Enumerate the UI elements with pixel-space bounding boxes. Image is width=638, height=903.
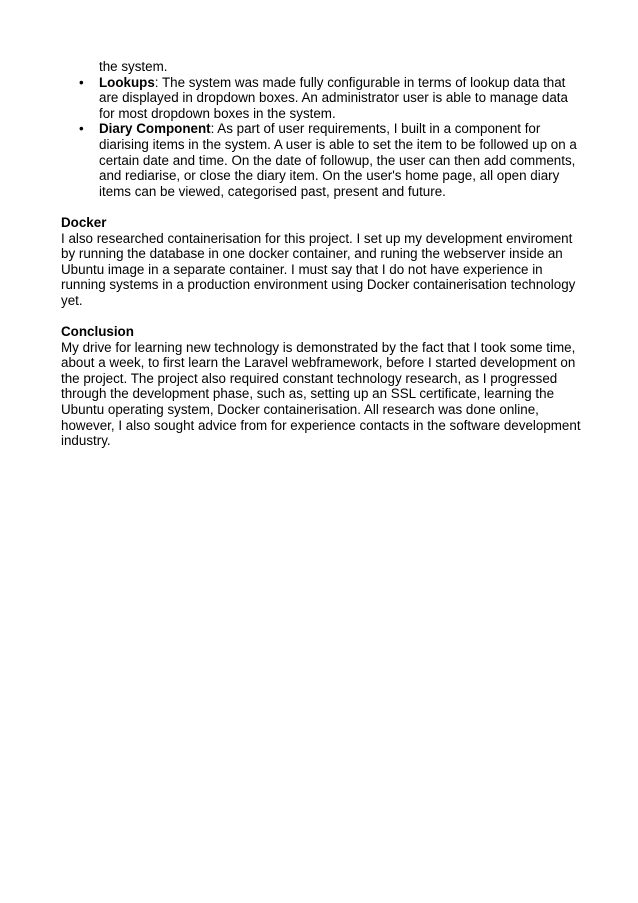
section-body-conclusion: My drive for learning new technology is demonstrated by the fact that I took some time, about a week, to first learn the Laravel webframework, before I started development on the project. The project also required constant technology research, as I progressed through the development phase, such as, setting up an SSL certificate, learning the Ubuntu operating system, Docker containerisation. All research was done online, however, I also sought advice from for experience contacts in the software development industry. <box>61 339 581 449</box>
bullet-text-diary-component: : As part of user requirements, I built in a component for diarising items in the system. A user is able to set the item to be followed up on a certain date and time. On the date of followup, the user can then add comments, and rediarise, or close the diary item. On the user's home page, all open diary items can be viewed, categorised past, present and future. <box>99 121 577 199</box>
section-body-docker: I also researched containerisation for this project. I set up my development enviroment by running the database in one docker container, and runing the webserver inside an Ubuntu image in a separate container. I must say that I do not have experience in running systems in a production environment using Docker containerisation technology yet. <box>61 230 576 308</box>
bullet-marker: • <box>79 74 84 90</box>
section-heading-conclusion: Conclusion <box>61 324 134 340</box>
section-heading-docker: Docker <box>61 214 107 230</box>
bullet-marker: • <box>79 121 84 137</box>
bullet-item-lookups <box>61 75 581 122</box>
continued-text: the system. <box>99 59 168 74</box>
section-conclusion <box>61 324 581 449</box>
document-content <box>61 59 581 449</box>
bullet-item-diary-component <box>61 121 581 199</box>
bullet-text-lookups: : The system was made fully configurable in terms of lookup data that are displayed in dropdown boxes. An administrator user is able to manage data for most dropdown boxes in the system. <box>99 74 568 121</box>
section-docker <box>61 215 581 309</box>
bullet-term-lookups: Lookups <box>99 74 155 90</box>
bullet-term-diary-component: Diary Component <box>99 121 211 137</box>
feature-bullet-list <box>61 75 581 200</box>
